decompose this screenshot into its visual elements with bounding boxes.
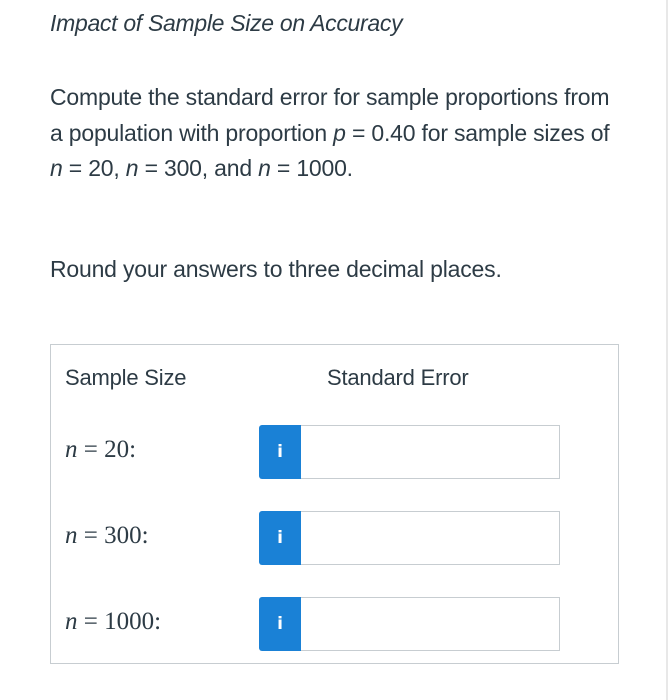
prompt-var-n: n — [125, 155, 139, 181]
row-var: n — [65, 436, 78, 463]
standard-error-input-n20[interactable] — [301, 425, 560, 479]
info-icon[interactable]: i — [259, 511, 301, 565]
prompt-text: = 300, and — [138, 155, 259, 181]
prompt-text: = 20, — [62, 155, 126, 181]
scroll-edge — [666, 0, 668, 700]
info-icon[interactable]: i — [259, 425, 301, 479]
prompt-text: = 0.40 for sample sizes of — [345, 119, 610, 146]
answer-table — [50, 344, 619, 664]
prompt-text: = 1000. — [270, 155, 353, 181]
question-prompt — [50, 80, 625, 187]
rounding-instruction: Round your answers to three decimal places. — [50, 256, 502, 282]
info-icon[interactable]: i — [259, 597, 301, 651]
prompt-text: Compute the standard error for sample proportions from a population with proportion — [50, 84, 610, 146]
standard-error-input-n300[interactable] — [301, 511, 560, 565]
row-var: n — [65, 608, 78, 635]
question-title: Impact of Sample Size on Accuracy — [50, 10, 403, 36]
answer-row-n1000 — [51, 597, 618, 651]
header-standard-error: Standard Error — [327, 365, 469, 390]
row-value-text: = 20: — [77, 436, 137, 463]
row-label — [65, 608, 161, 636]
standard-error-input-n1000[interactable] — [301, 597, 560, 651]
prompt-var-n: n — [258, 155, 271, 181]
answer-row-n300 — [51, 511, 618, 565]
row-var: n — [65, 522, 78, 549]
row-value-text: = 300: — [77, 522, 149, 549]
prompt-var-p: p — [333, 119, 346, 146]
prompt-var-n: n — [50, 155, 63, 181]
row-value-text: = 1000: — [77, 608, 162, 635]
answer-row-n20 — [51, 425, 618, 479]
row-label — [65, 436, 136, 464]
header-sample-size: Sample Size — [65, 365, 187, 390]
row-label — [65, 522, 149, 550]
